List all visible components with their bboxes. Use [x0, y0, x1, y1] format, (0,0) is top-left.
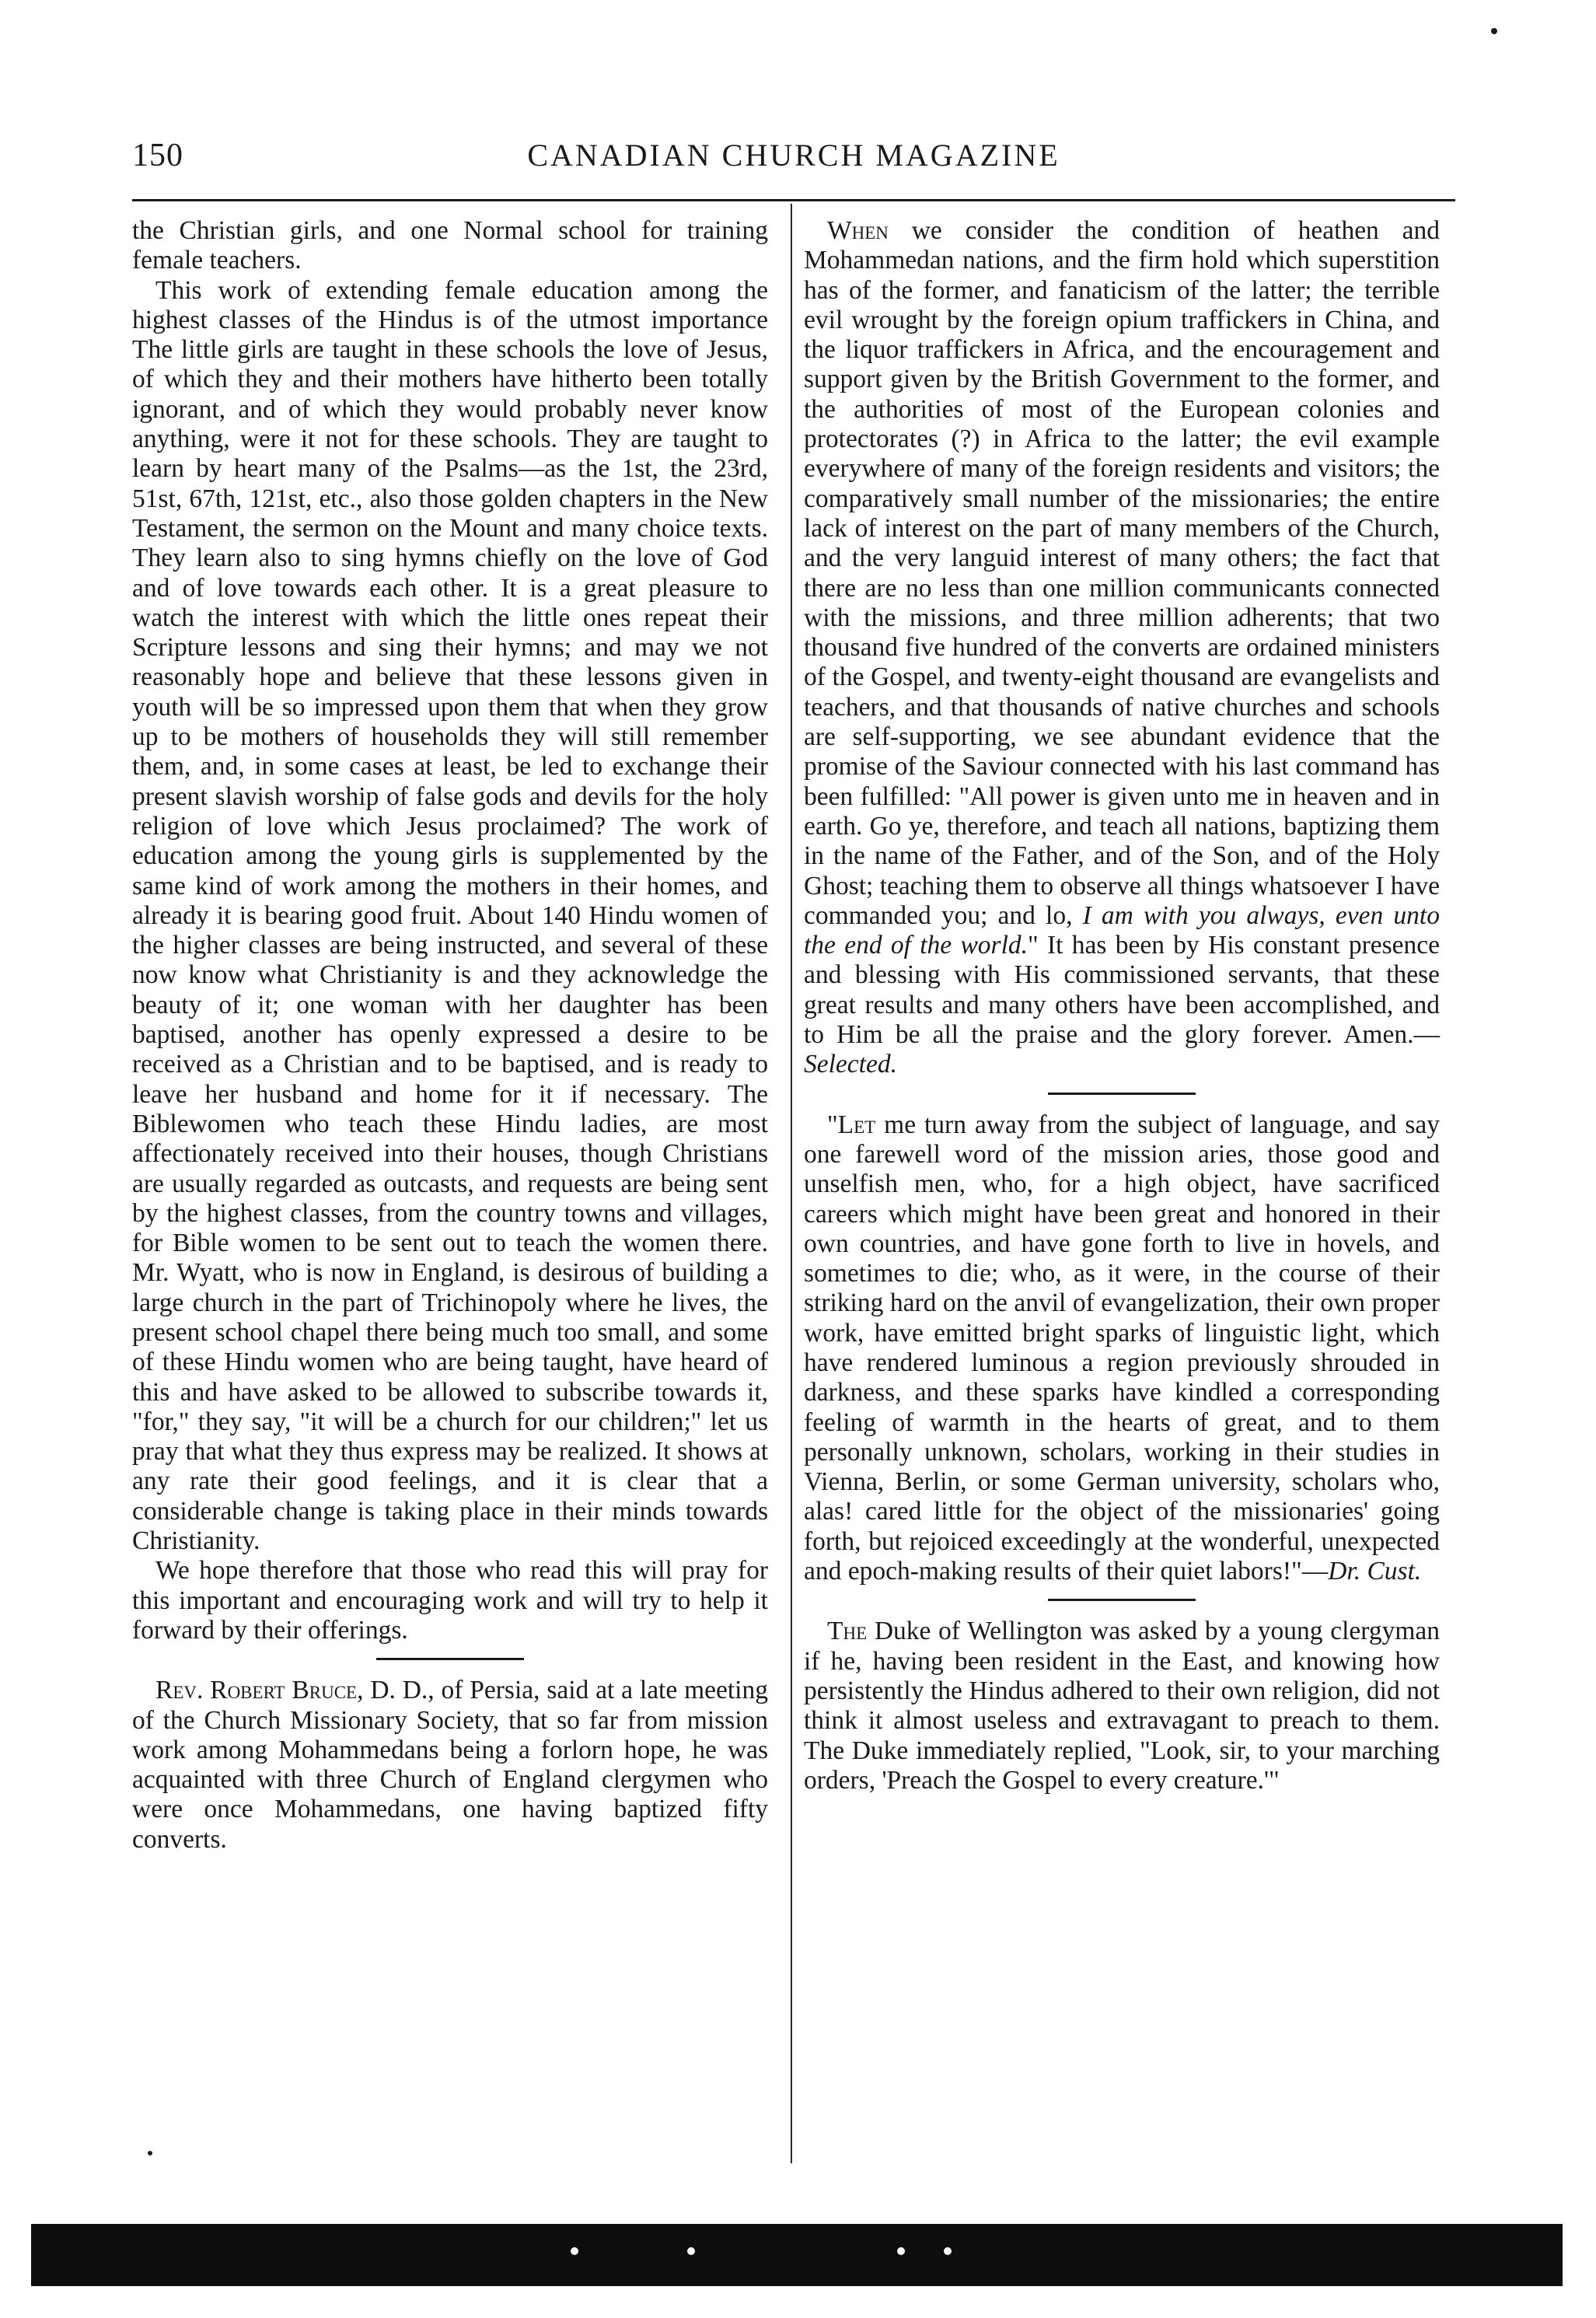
article-continuation-paragraph: the Christian girls, and one Normal school for training female teachers. [132, 216, 768, 275]
missionaries-body: me turn away from the subject of language, and say one farewell word of the mission aries, those good and unselfish men, who, for a high object, have sacrificed careers which might have been great and honored in their own countries, and have gone forth to live in hovels, and sometimes to die; who, as it were, in the course of their striking hard on the anvil of evangelization, their own proper work, have emitted bright sparks of linguistic light, which have rendered luminous a region previously shrouded in darkness, and these sparks have kindled a corresponding feeling of warmth in the hearts of great, and to them personally unknown, scholars, working in their studies in Vienna, Berlin, or some German university, scholars who, alas! cared little for the object of the missionaries' going forth, but rejoiced exceedingly at the wonderful, unexpected and epoch-making results of their quiet labors!"— [804, 1110, 1440, 1586]
closing-appeal-paragraph: We hope therefore that those who read this will pray for this important and encouraging work and will try to help it forward by their offerings. [132, 1556, 768, 1645]
footer-dot [571, 2247, 578, 2255]
bruce-paragraph [132, 1676, 768, 1855]
section-divider [1048, 1599, 1196, 1601]
missionaries-source: Dr. Cust. [1328, 1557, 1422, 1586]
female-education-paragraph: This work of extending female education among the highest classes of the Hindus is of the utmost importance The little girls are taught in these schools the love of Jesus, of which they and their mothers have hitherto been totally ignorant, and of which they would probably never know anything, were it not for these schools. They are taught to learn by heart many of the Psalms—as the 1st, the 23rd, 51st, 67th, 121st, etc., also those golden chapters in the New Testament, the sermon on the Mount and many choice texts. They learn also to sing hymns chiefly on the love of God and of love towards each other. It is a great pleasure to watch the interest with which the little ones repeat their Scripture lessons and sing their hymns; and may we not reasonably hope and believe that these lessons given in youth will be so impressed upon them that when they grow up to be mothers of households they will still remember them, and, in some cases at least, be led to exchange their present slavish worship of false gods and devils for the holy religion of love which Jesus proclaimed? The work of education among the young girls is supplemented by the same kind of work among the mothers in their homes, and already it is bearing good fruit. About 140 Hindu women of the higher classes are being instructed, and several of these now know what Christianity is and they acknowledge the beauty of it; one woman with her daughter has been baptised, another has openly expressed a desire to be received as a Christian and to be baptised, and is ready to leave her husband and home for it if necessary. The Biblewomen who teach these Hindu ladies, are most affectionately received into their houses, though Christians are usually regarded as outcasts, and requests are being sent by the highest classes, from the country towns and villages, for Bible women to be sent out to teach the women there. Mr. Wyatt, who is now in England, is desirous of building a large church in the part of Trichinopoly where he lives, the present school chapel there being much too small, and some of these Hindu women who are being taught, have heard of this and have asked to be allowed to subscribe towards it, "for," they say, "it will be a church for our children;" let us pray that what they thus express may be realized. It shows at any rate their good feelings, and it is clear that a considerable change is taking place in their minds towards Christianity. [132, 275, 768, 1556]
missionaries-lead: "Let [827, 1110, 876, 1139]
heathen-tail: " It has been by His constant presence and blessing with His commissioned servants, that these great results and many others have been accomplished, and to Him be all the praise and the glory forever. Amen.— [804, 931, 1440, 1050]
footer-dot [897, 2247, 905, 2255]
running-header [132, 137, 1455, 184]
wellington-lead: The [827, 1617, 868, 1646]
section-divider [376, 1658, 524, 1660]
footer-dot [944, 2247, 952, 2255]
bruce-lead: Rev. Robert Bruce, D. D., [155, 1676, 435, 1705]
column-divider [791, 204, 792, 2163]
heathen-lead: When [827, 216, 889, 245]
scan-footer-band [31, 2224, 1563, 2286]
page-number: 150 [132, 138, 183, 173]
magazine-title: CANADIAN CHURCH MAGAZINE [527, 138, 1060, 173]
header-rule [132, 199, 1455, 201]
bruce-body: of Persia, said at a late meeting of the Church Missionary Society, that so far from mission work among Mohammedans being a forlorn hope, he was acquainted with three Church of England clergymen who were once Mohammedans, one having baptized fifty converts. [132, 1676, 768, 1854]
wellington-paragraph [804, 1617, 1440, 1795]
heathen-source: Selected. [804, 1050, 897, 1079]
heathen-quote: I am with you always, even unto the end of the world. [804, 900, 1440, 960]
scan-speck [1491, 28, 1497, 34]
wellington-body: Duke of Wellington was asked by a young clergyman if he, having been resident in the East, and knowing how persistently the Hindus adhered to their own religion, did not think it almost useless and extravagant to preach to them. The Duke immediately replied, "Look, sir, to your marching orders, 'Preach the Gospel to every creature.'" [804, 1617, 1440, 1795]
section-divider [1048, 1093, 1196, 1095]
heathen-nations-paragraph [804, 216, 1440, 1080]
heathen-body: we consider the condition of heathen and Mohammedan nations, and the firm hold which superstition has of the former, and fanaticism of the latter; the terrible evil wrought by the foreign opium traffickers in China, and the liquor traffickers in Africa, and the encouragement and support given by the British Government to the former, and the authorities of most of the European colonies and protectorates (?) in Africa to the latter; the evil example everywhere of many of the foreign residents and visitors; the comparatively small number of the missionaries; the entire lack of interest on the part of many members of the Church, and the very languid interest of many others; the fact that there are no less than one million communicants connected with the missions, and three million adherents; that two thousand five hundred of the converts are ordained ministers of the Gospel, and twenty-eight thousand are evangelists and teachers, and that thousands of native churches and schools are self-supporting, we see abundant evidence that the promise of the Saviour connected with his last command has been fulfilled: "All power is given unto me in heaven and in earth. Go ye, therefore, and teach all nations, baptizing them in the name of the Father, and of the Son, and of the Holy Ghost; teaching them to observe all things whatsoever I have commanded you; and lo, [804, 216, 1440, 930]
left-column [132, 216, 768, 1855]
scan-speck [148, 2151, 152, 2155]
missionaries-paragraph [804, 1110, 1440, 1587]
footer-dot [687, 2247, 695, 2255]
right-column [804, 216, 1440, 1795]
